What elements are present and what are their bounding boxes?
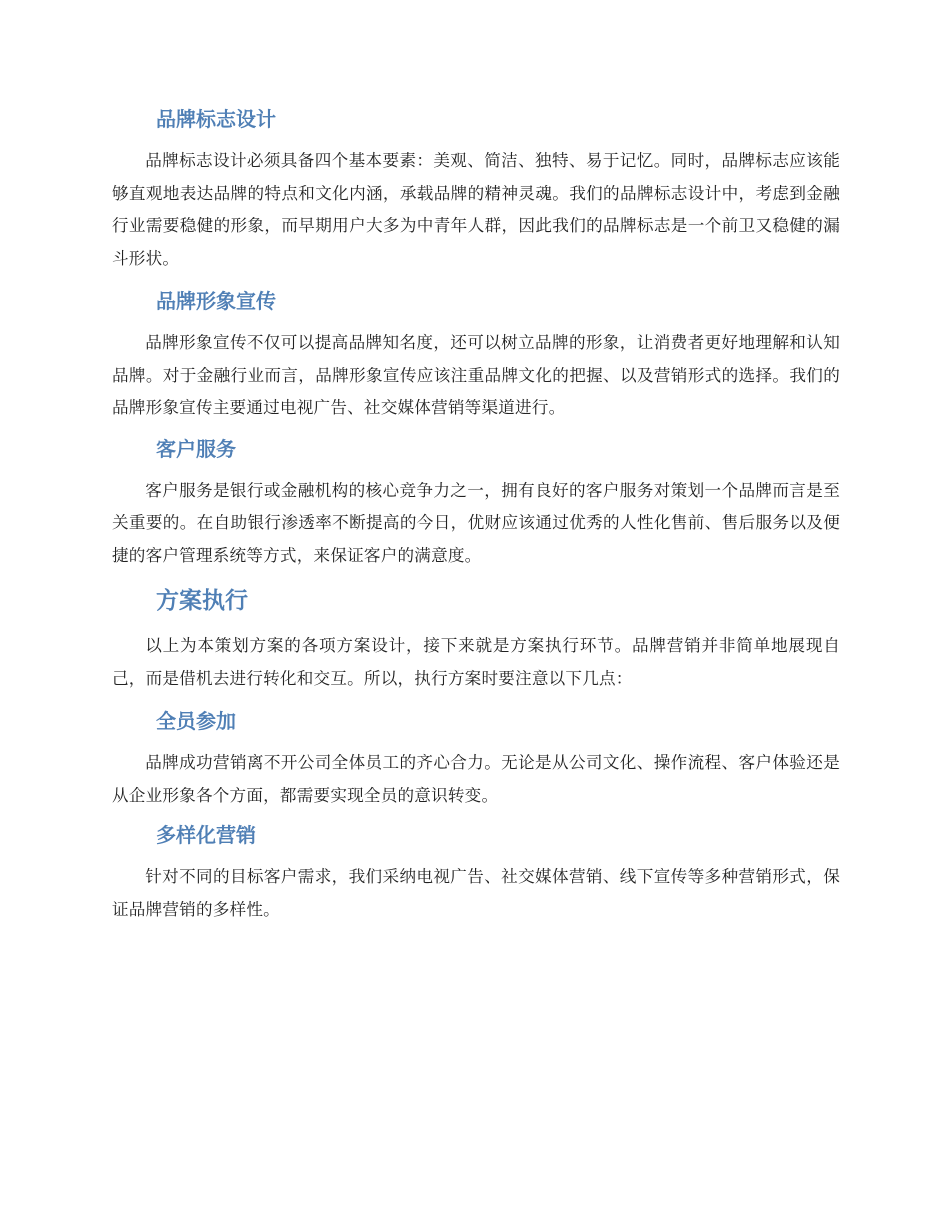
section-paragraph: 客户服务是银行或金融机构的核心竞争力之一，拥有良好的客户服务对策划一个品牌而言是至关重要的。在自助银行渗透率不断提高的今日，优财应该通过优秀的人性化售前、售后服务以及便捷的客户管理系统等方式，来保证客户的满意度。 xyxy=(112,480,840,565)
section-title-major: 方案执行 xyxy=(156,588,248,614)
section-brand-image-promotion xyxy=(112,286,840,425)
section-paragraph: 以上为本策划方案的各项方案设计，接下来就是方案执行环节。品牌营销并非简单地展现自己，而是借机去进行转化和交互。所以，执行方案时要注意以下几点： xyxy=(112,636,840,688)
document-page xyxy=(112,104,840,926)
section-title: 品牌标志设计 xyxy=(156,107,276,131)
section-customer-service xyxy=(112,434,840,573)
section-title: 客户服务 xyxy=(156,436,236,461)
section-paragraph: 品牌标志设计必须具备四个基本要素：美观、简洁、独特、易于记忆。同时，品牌标志应该能够直观地表达品牌的特点和文化内涵，承载品牌的精神灵魂。我们的品牌标志设计中，考虑到金融行业需要稳健的形象，而早期用户大多为中青年人群，因此我们的品牌标志是一个前卫又稳健的漏斗形状。 xyxy=(112,151,840,268)
section-diversified-marketing xyxy=(112,820,840,926)
section-brand-logo-design xyxy=(112,104,840,275)
section-paragraph: 品牌形象宣传不仅可以提高品牌知名度，还可以树立品牌的形象，让消费者更好地理解和认知品牌。对于金融行业而言，品牌形象宣传应该注重品牌文化的把握、以及营销形式的选择。我们的品牌形象宣传主要通过电视广告、社交媒体营销等渠道进行。 xyxy=(112,333,840,417)
section-paragraph: 针对不同的目标客户需求，我们采纳电视广告、社交媒体营销、线下宣传等多种营销形式，保证品牌营销的多样性。 xyxy=(112,867,840,919)
section-paragraph: 品牌成功营销离不开公司全体员工的齐心合力。无论是从公司文化、操作流程、客户体验还是从企业形象各个方面，都需要实现全员的意识转变。 xyxy=(112,753,840,805)
section-all-staff-participation xyxy=(112,706,840,812)
section-title: 品牌形象宣传 xyxy=(156,289,276,313)
section-plan-execution xyxy=(112,583,840,695)
section-title: 多样化营销 xyxy=(156,823,256,847)
section-title: 全员参加 xyxy=(156,709,236,733)
